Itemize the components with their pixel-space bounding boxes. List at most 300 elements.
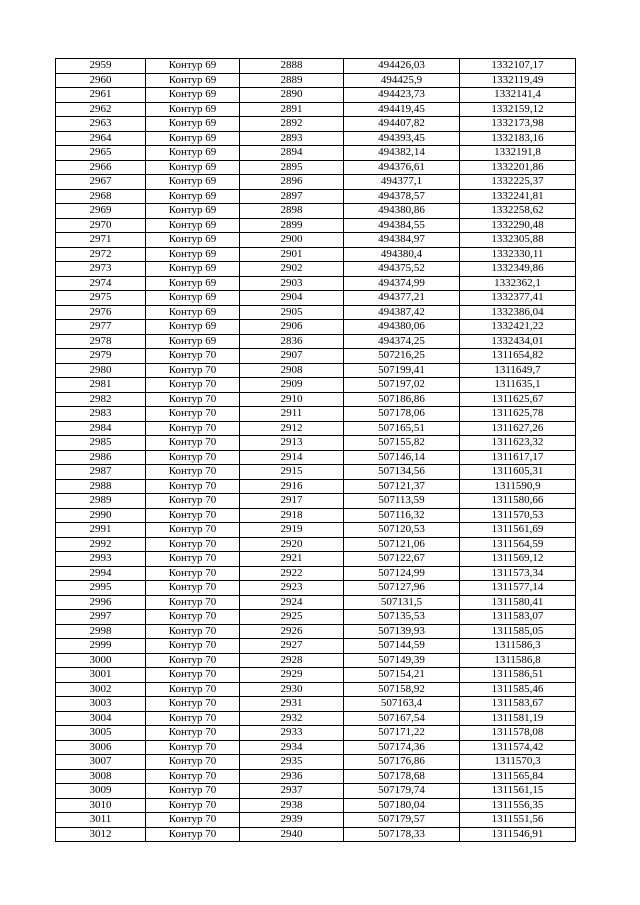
row-number-cell: 3004 [56, 711, 146, 726]
x-coordinate-cell: 507124,99 [344, 566, 460, 581]
x-coordinate-cell: 494393,45 [344, 131, 460, 146]
contour-name-cell: Контур 70 [146, 537, 240, 552]
x-coordinate-cell: 507139,93 [344, 624, 460, 639]
contour-name-cell: Контур 70 [146, 740, 240, 755]
y-coordinate-cell: 1311551,56 [460, 813, 576, 828]
table-row [56, 407, 576, 422]
point-number-cell: 2922 [240, 566, 344, 581]
point-number-cell: 2894 [240, 146, 344, 161]
table-row [56, 334, 576, 349]
x-coordinate-cell: 507186,86 [344, 392, 460, 407]
point-number-cell: 2904 [240, 291, 344, 306]
table-row [56, 813, 576, 828]
contour-name-cell: Контур 70 [146, 813, 240, 828]
y-coordinate-cell: 1311569,12 [460, 552, 576, 567]
x-coordinate-cell: 507158,92 [344, 682, 460, 697]
point-number-cell: 2928 [240, 653, 344, 668]
y-coordinate-cell: 1311649,7 [460, 363, 576, 378]
row-number-cell: 2967 [56, 175, 146, 190]
y-coordinate-cell: 1311623,32 [460, 436, 576, 451]
point-number-cell: 2931 [240, 697, 344, 712]
y-coordinate-cell: 1311625,67 [460, 392, 576, 407]
table-row [56, 204, 576, 219]
x-coordinate-cell: 494380,06 [344, 320, 460, 335]
contour-name-cell: Контур 70 [146, 769, 240, 784]
x-coordinate-cell: 507167,54 [344, 711, 460, 726]
row-number-cell: 2968 [56, 189, 146, 204]
point-number-cell: 2889 [240, 73, 344, 88]
contour-name-cell: Контур 69 [146, 73, 240, 88]
row-number-cell: 2980 [56, 363, 146, 378]
table-row [56, 595, 576, 610]
x-coordinate-cell: 507134,56 [344, 465, 460, 480]
row-number-cell: 2973 [56, 262, 146, 277]
y-coordinate-cell: 1311570,3 [460, 755, 576, 770]
table-row [56, 653, 576, 668]
y-coordinate-cell: 1311570,53 [460, 508, 576, 523]
contour-name-cell: Контур 70 [146, 450, 240, 465]
y-coordinate-cell: 1311605,31 [460, 465, 576, 480]
row-number-cell: 2979 [56, 349, 146, 364]
x-coordinate-cell: 494419,45 [344, 102, 460, 117]
contour-name-cell: Контур 69 [146, 334, 240, 349]
row-number-cell: 2999 [56, 639, 146, 654]
table-row [56, 668, 576, 683]
x-coordinate-cell: 507197,02 [344, 378, 460, 393]
table-row [56, 392, 576, 407]
table-row [56, 639, 576, 654]
contour-name-cell: Контур 69 [146, 218, 240, 233]
contour-name-cell: Контур 69 [146, 131, 240, 146]
table-row [56, 450, 576, 465]
y-coordinate-cell: 1311546,91 [460, 827, 576, 842]
y-coordinate-cell: 1332290,48 [460, 218, 576, 233]
contour-name-cell: Контур 69 [146, 276, 240, 291]
x-coordinate-cell: 507135,53 [344, 610, 460, 625]
y-coordinate-cell: 1311580,66 [460, 494, 576, 509]
point-number-cell: 2888 [240, 59, 344, 74]
y-coordinate-cell: 1332191,8 [460, 146, 576, 161]
table-row [56, 769, 576, 784]
contour-name-cell: Контур 70 [146, 682, 240, 697]
y-coordinate-cell: 1332159,12 [460, 102, 576, 117]
contour-name-cell: Контур 70 [146, 508, 240, 523]
point-number-cell: 2934 [240, 740, 344, 755]
x-coordinate-cell: 507155,82 [344, 436, 460, 451]
row-number-cell: 2997 [56, 610, 146, 625]
table-row [56, 552, 576, 567]
point-number-cell: 2893 [240, 131, 344, 146]
row-number-cell: 2961 [56, 88, 146, 103]
x-coordinate-cell: 507180,04 [344, 798, 460, 813]
contour-name-cell: Контур 70 [146, 726, 240, 741]
table-row [56, 436, 576, 451]
row-number-cell: 3012 [56, 827, 146, 842]
point-number-cell: 2932 [240, 711, 344, 726]
table-row [56, 233, 576, 248]
row-number-cell: 2976 [56, 305, 146, 320]
contour-name-cell: Контур 69 [146, 175, 240, 190]
table-row [56, 320, 576, 335]
point-number-cell: 2911 [240, 407, 344, 422]
x-coordinate-cell: 494382,14 [344, 146, 460, 161]
table-row [56, 378, 576, 393]
x-coordinate-cell: 507131,5 [344, 595, 460, 610]
point-number-cell: 2900 [240, 233, 344, 248]
row-number-cell: 2977 [56, 320, 146, 335]
point-number-cell: 2935 [240, 755, 344, 770]
contour-name-cell: Контур 70 [146, 827, 240, 842]
y-coordinate-cell: 1332201,86 [460, 160, 576, 175]
point-number-cell: 2891 [240, 102, 344, 117]
point-number-cell: 2918 [240, 508, 344, 523]
row-number-cell: 3000 [56, 653, 146, 668]
x-coordinate-cell: 507146,14 [344, 450, 460, 465]
row-number-cell: 2966 [56, 160, 146, 175]
y-coordinate-cell: 1311586,3 [460, 639, 576, 654]
point-number-cell: 2897 [240, 189, 344, 204]
row-number-cell: 2995 [56, 581, 146, 596]
y-coordinate-cell: 1311565,84 [460, 769, 576, 784]
contour-name-cell: Контур 70 [146, 798, 240, 813]
contour-name-cell: Контур 70 [146, 421, 240, 436]
point-number-cell: 2898 [240, 204, 344, 219]
table-row [56, 363, 576, 378]
point-number-cell: 2930 [240, 682, 344, 697]
row-number-cell: 3007 [56, 755, 146, 770]
table-row [56, 697, 576, 712]
table-row [56, 247, 576, 262]
row-number-cell: 2986 [56, 450, 146, 465]
table-row [56, 566, 576, 581]
x-coordinate-cell: 507178,68 [344, 769, 460, 784]
row-number-cell: 3009 [56, 784, 146, 799]
y-coordinate-cell: 1332141,4 [460, 88, 576, 103]
contour-name-cell: Контур 70 [146, 595, 240, 610]
x-coordinate-cell: 507127,96 [344, 581, 460, 596]
y-coordinate-cell: 1311574,42 [460, 740, 576, 755]
x-coordinate-cell: 494374,99 [344, 276, 460, 291]
row-number-cell: 2971 [56, 233, 146, 248]
table-row [56, 73, 576, 88]
point-number-cell: 2929 [240, 668, 344, 683]
row-number-cell: 2970 [56, 218, 146, 233]
row-number-cell: 2998 [56, 624, 146, 639]
contour-name-cell: Контур 70 [146, 465, 240, 480]
x-coordinate-cell: 507122,67 [344, 552, 460, 567]
y-coordinate-cell: 1311635,1 [460, 378, 576, 393]
point-number-cell: 2892 [240, 117, 344, 132]
y-coordinate-cell: 1332258,62 [460, 204, 576, 219]
y-coordinate-cell: 1332107,17 [460, 59, 576, 74]
x-coordinate-cell: 507154,21 [344, 668, 460, 683]
coordinates-table-body [56, 59, 576, 842]
contour-name-cell: Контур 70 [146, 378, 240, 393]
x-coordinate-cell: 507216,25 [344, 349, 460, 364]
point-number-cell: 2915 [240, 465, 344, 480]
row-number-cell: 2964 [56, 131, 146, 146]
contour-name-cell: Контур 69 [146, 320, 240, 335]
x-coordinate-cell: 494380,86 [344, 204, 460, 219]
row-number-cell: 2991 [56, 523, 146, 538]
point-number-cell: 2926 [240, 624, 344, 639]
row-number-cell: 2984 [56, 421, 146, 436]
table-row [56, 349, 576, 364]
contour-name-cell: Контур 70 [146, 407, 240, 422]
row-number-cell: 2963 [56, 117, 146, 132]
table-row [56, 160, 576, 175]
point-number-cell: 2924 [240, 595, 344, 610]
contour-name-cell: Контур 70 [146, 624, 240, 639]
contour-name-cell: Контур 69 [146, 160, 240, 175]
y-coordinate-cell: 1332305,88 [460, 233, 576, 248]
y-coordinate-cell: 1311561,15 [460, 784, 576, 799]
y-coordinate-cell: 1311590,9 [460, 479, 576, 494]
y-coordinate-cell: 1311627,26 [460, 421, 576, 436]
y-coordinate-cell: 1311561,69 [460, 523, 576, 538]
point-number-cell: 2925 [240, 610, 344, 625]
table-row [56, 610, 576, 625]
contour-name-cell: Контур 69 [146, 117, 240, 132]
row-number-cell: 2972 [56, 247, 146, 262]
contour-name-cell: Контур 69 [146, 146, 240, 161]
table-row [56, 523, 576, 538]
contour-name-cell: Контур 70 [146, 784, 240, 799]
y-coordinate-cell: 1332330,11 [460, 247, 576, 262]
x-coordinate-cell: 507178,33 [344, 827, 460, 842]
y-coordinate-cell: 1311556,35 [460, 798, 576, 813]
point-number-cell: 2908 [240, 363, 344, 378]
row-number-cell: 2989 [56, 494, 146, 509]
row-number-cell: 2959 [56, 59, 146, 74]
x-coordinate-cell: 494407,82 [344, 117, 460, 132]
y-coordinate-cell: 1332173,98 [460, 117, 576, 132]
row-number-cell: 2965 [56, 146, 146, 161]
point-number-cell: 2909 [240, 378, 344, 393]
contour-name-cell: Контур 70 [146, 566, 240, 581]
point-number-cell: 2914 [240, 450, 344, 465]
x-coordinate-cell: 507121,06 [344, 537, 460, 552]
point-number-cell: 2906 [240, 320, 344, 335]
row-number-cell: 2988 [56, 479, 146, 494]
row-number-cell: 2993 [56, 552, 146, 567]
y-coordinate-cell: 1311577,14 [460, 581, 576, 596]
contour-name-cell: Контур 69 [146, 291, 240, 306]
point-number-cell: 2916 [240, 479, 344, 494]
x-coordinate-cell: 507179,74 [344, 784, 460, 799]
table-row [56, 827, 576, 842]
y-coordinate-cell: 1311654,82 [460, 349, 576, 364]
table-row [56, 262, 576, 277]
x-coordinate-cell: 507116,32 [344, 508, 460, 523]
row-number-cell: 2996 [56, 595, 146, 610]
x-coordinate-cell: 507149,39 [344, 653, 460, 668]
row-number-cell: 3010 [56, 798, 146, 813]
contour-name-cell: Контур 69 [146, 305, 240, 320]
y-coordinate-cell: 1311625,78 [460, 407, 576, 422]
table-row [56, 117, 576, 132]
y-coordinate-cell: 1311578,08 [460, 726, 576, 741]
contour-name-cell: Контур 70 [146, 711, 240, 726]
table-row [56, 726, 576, 741]
x-coordinate-cell: 494384,97 [344, 233, 460, 248]
contour-name-cell: Контур 70 [146, 610, 240, 625]
table-row [56, 291, 576, 306]
y-coordinate-cell: 1311583,67 [460, 697, 576, 712]
x-coordinate-cell: 507171,22 [344, 726, 460, 741]
point-number-cell: 2905 [240, 305, 344, 320]
y-coordinate-cell: 1311585,05 [460, 624, 576, 639]
contour-name-cell: Контур 69 [146, 262, 240, 277]
point-number-cell: 2902 [240, 262, 344, 277]
x-coordinate-cell: 494378,57 [344, 189, 460, 204]
table-row [56, 784, 576, 799]
contour-name-cell: Контур 70 [146, 494, 240, 509]
y-coordinate-cell: 1332119,49 [460, 73, 576, 88]
y-coordinate-cell: 1332241,81 [460, 189, 576, 204]
x-coordinate-cell: 494384,55 [344, 218, 460, 233]
y-coordinate-cell: 1332225,37 [460, 175, 576, 190]
table-row [56, 494, 576, 509]
x-coordinate-cell: 494425,9 [344, 73, 460, 88]
y-coordinate-cell: 1311585,46 [460, 682, 576, 697]
table-row [56, 479, 576, 494]
row-number-cell: 3005 [56, 726, 146, 741]
contour-name-cell: Контур 70 [146, 479, 240, 494]
x-coordinate-cell: 494423,73 [344, 88, 460, 103]
contour-name-cell: Контур 69 [146, 204, 240, 219]
contour-name-cell: Контур 70 [146, 349, 240, 364]
table-row [56, 218, 576, 233]
point-number-cell: 2913 [240, 436, 344, 451]
y-coordinate-cell: 1311564,59 [460, 537, 576, 552]
y-coordinate-cell: 1332362,1 [460, 276, 576, 291]
point-number-cell: 2940 [240, 827, 344, 842]
x-coordinate-cell: 494377,1 [344, 175, 460, 190]
x-coordinate-cell: 494374,25 [344, 334, 460, 349]
contour-name-cell: Контур 69 [146, 233, 240, 248]
y-coordinate-cell: 1311586,8 [460, 653, 576, 668]
table-row [56, 102, 576, 117]
point-number-cell: 2919 [240, 523, 344, 538]
row-number-cell: 2985 [56, 436, 146, 451]
contour-name-cell: Контур 70 [146, 581, 240, 596]
table-row [56, 146, 576, 161]
y-coordinate-cell: 1332349,86 [460, 262, 576, 277]
table-row [56, 305, 576, 320]
contour-name-cell: Контур 70 [146, 392, 240, 407]
point-number-cell: 2939 [240, 813, 344, 828]
point-number-cell: 2936 [240, 769, 344, 784]
table-row [56, 537, 576, 552]
row-number-cell: 2960 [56, 73, 146, 88]
x-coordinate-cell: 507163,4 [344, 697, 460, 712]
row-number-cell: 2974 [56, 276, 146, 291]
contour-name-cell: Контур 69 [146, 88, 240, 103]
point-number-cell: 2896 [240, 175, 344, 190]
y-coordinate-cell: 1332183,16 [460, 131, 576, 146]
row-number-cell: 2987 [56, 465, 146, 480]
row-number-cell: 2994 [56, 566, 146, 581]
x-coordinate-cell: 507165,51 [344, 421, 460, 436]
table-row [56, 581, 576, 596]
table-row [56, 189, 576, 204]
x-coordinate-cell: 507113,59 [344, 494, 460, 509]
row-number-cell: 2975 [56, 291, 146, 306]
x-coordinate-cell: 494387,42 [344, 305, 460, 320]
table-row [56, 682, 576, 697]
table-row [56, 131, 576, 146]
contour-name-cell: Контур 70 [146, 436, 240, 451]
x-coordinate-cell: 507120,53 [344, 523, 460, 538]
x-coordinate-cell: 507174,36 [344, 740, 460, 755]
table-row [56, 508, 576, 523]
table-row [56, 276, 576, 291]
contour-name-cell: Контур 70 [146, 653, 240, 668]
row-number-cell: 2982 [56, 392, 146, 407]
row-number-cell: 3001 [56, 668, 146, 683]
contour-name-cell: Контур 70 [146, 668, 240, 683]
contour-name-cell: Контур 70 [146, 697, 240, 712]
point-number-cell: 2901 [240, 247, 344, 262]
x-coordinate-cell: 494426,03 [344, 59, 460, 74]
x-coordinate-cell: 494377,21 [344, 291, 460, 306]
contour-name-cell: Контур 69 [146, 59, 240, 74]
x-coordinate-cell: 494376,61 [344, 160, 460, 175]
row-number-cell: 3008 [56, 769, 146, 784]
point-number-cell: 2890 [240, 88, 344, 103]
row-number-cell: 2969 [56, 204, 146, 219]
y-coordinate-cell: 1311573,34 [460, 566, 576, 581]
contour-name-cell: Контур 70 [146, 363, 240, 378]
y-coordinate-cell: 1332434,01 [460, 334, 576, 349]
point-number-cell: 2933 [240, 726, 344, 741]
x-coordinate-cell: 507121,37 [344, 479, 460, 494]
row-number-cell: 2981 [56, 378, 146, 393]
y-coordinate-cell: 1311617,17 [460, 450, 576, 465]
row-number-cell: 2992 [56, 537, 146, 552]
table-row [56, 88, 576, 103]
point-number-cell: 2927 [240, 639, 344, 654]
point-number-cell: 2895 [240, 160, 344, 175]
x-coordinate-cell: 507178,06 [344, 407, 460, 422]
y-coordinate-cell: 1332386,04 [460, 305, 576, 320]
point-number-cell: 2938 [240, 798, 344, 813]
point-number-cell: 2921 [240, 552, 344, 567]
point-number-cell: 2920 [240, 537, 344, 552]
point-number-cell: 2910 [240, 392, 344, 407]
x-coordinate-cell: 494380,4 [344, 247, 460, 262]
table-row [56, 421, 576, 436]
contour-name-cell: Контур 70 [146, 552, 240, 567]
row-number-cell: 2962 [56, 102, 146, 117]
x-coordinate-cell: 494375,52 [344, 262, 460, 277]
y-coordinate-cell: 1311583,07 [460, 610, 576, 625]
y-coordinate-cell: 1311581,19 [460, 711, 576, 726]
y-coordinate-cell: 1332377,41 [460, 291, 576, 306]
point-number-cell: 2917 [240, 494, 344, 509]
row-number-cell: 3011 [56, 813, 146, 828]
x-coordinate-cell: 507179,57 [344, 813, 460, 828]
x-coordinate-cell: 507199,41 [344, 363, 460, 378]
row-number-cell: 3002 [56, 682, 146, 697]
point-number-cell: 2899 [240, 218, 344, 233]
point-number-cell: 2836 [240, 334, 344, 349]
point-number-cell: 2937 [240, 784, 344, 799]
table-row [56, 59, 576, 74]
table-row [56, 175, 576, 190]
point-number-cell: 2907 [240, 349, 344, 364]
